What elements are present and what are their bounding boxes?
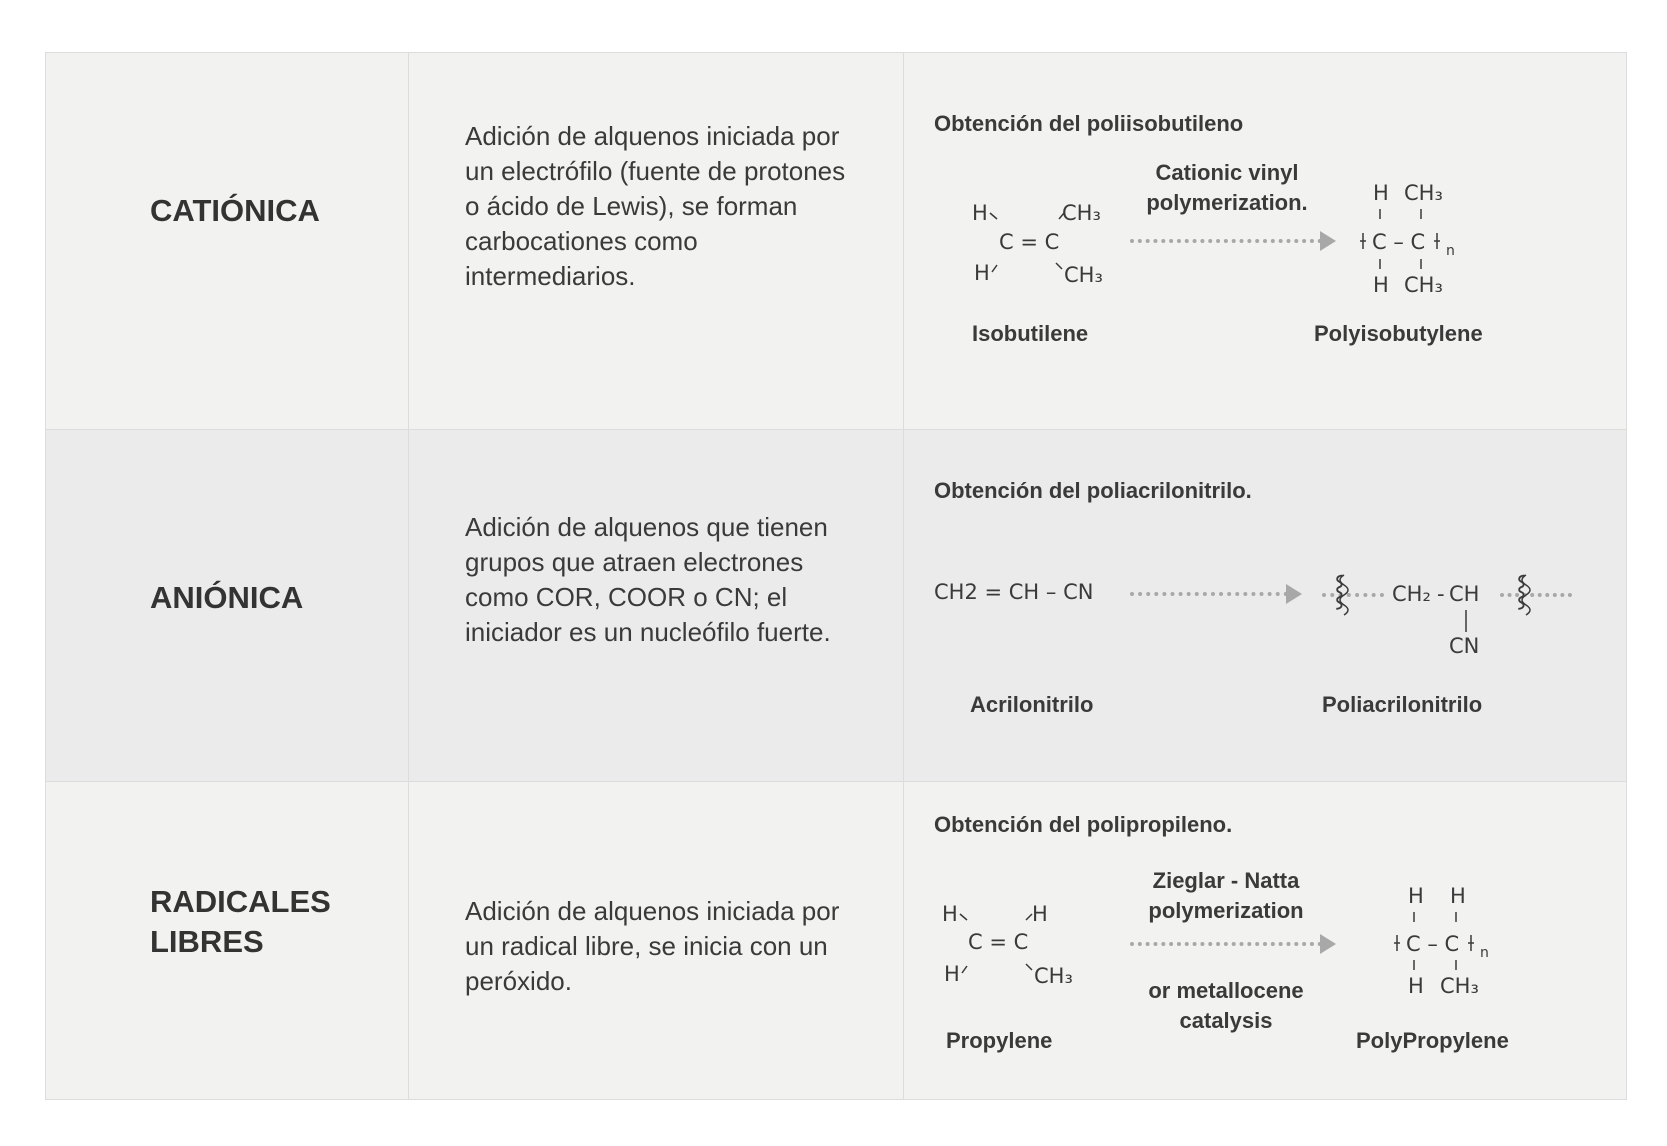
- table-row: [46, 53, 1626, 430]
- product-label: PolyPropylene: [1356, 1028, 1509, 1053]
- reactant-label: Isobutilene: [972, 321, 1089, 346]
- reactant-label: Acrilonitrilo: [970, 692, 1094, 717]
- reaction-condition: Cationic vinyl polymerization.: [1146, 160, 1308, 215]
- column-divider: [903, 53, 904, 1099]
- reactant-label: Propylene: [946, 1028, 1053, 1053]
- type-cationic: CATIÓNICA: [150, 193, 320, 228]
- description-radical: Adición de alquenos iniciada por un radical libre, se inicia con un peróxido.: [465, 896, 840, 996]
- bond-lines: [904, 53, 1626, 430]
- bond-lines: [904, 430, 1626, 782]
- reaction-title: Obtención del poliacrilonitrilo.: [934, 478, 1252, 503]
- reaction-radical: Obtención del polipropileno. H H C = C H CH₃ Propylene Zieglar - Natta polymerization or metallocene catalysis H H C – C H CH₃ n PolyPropylene: [904, 782, 1626, 1099]
- polymerization-table: [45, 52, 1627, 1100]
- reaction-condition-bottom: or metallocene catalysis: [1148, 978, 1304, 1033]
- type-anionic: ANIÓNICA: [150, 580, 304, 615]
- product-label: Poliacrilonitrilo: [1322, 692, 1483, 717]
- reaction-anionic: Obtención del poliacrilonitrilo. CH2 = CH – CN Acrilonitrilo ⸾ CH₂ - CH CN ⸾ Poliacrilonitrilo: [904, 430, 1626, 781]
- description-anionic: Adición de alquenos que tienen grupos que atraen electrones como COR, COOR o CN; el iniciador es un nucleófilo fuerte.: [465, 512, 831, 647]
- bond-lines: [904, 782, 1626, 1099]
- reaction-title: Obtención del polipropileno.: [934, 812, 1233, 837]
- type-radical: RADICALES LIBRES: [150, 884, 331, 959]
- product-label: Polyisobutylene: [1314, 321, 1483, 346]
- reaction-condition-top: Zieglar - Natta polymerization: [1148, 868, 1304, 923]
- reaction-title: Obtención del poliisobutileno: [934, 111, 1244, 136]
- acrylonitrile-formula: CH2 = CH – CN: [934, 580, 1094, 604]
- description-cationic: Adición de alquenos iniciada por un electrófilo (fuente de protones o ácido de Lewis), se forman carbocationes como intermediarios.: [465, 121, 846, 291]
- reaction-cationic: Obtención del poliisobutileno H H C = C CH₃ CH₃ Isobutilene Cationic vinyl polymerization. H CH₃ C – C H CH₃ n Polyisobutylene: [904, 53, 1626, 429]
- column-divider: [408, 53, 409, 1099]
- table-row: [46, 430, 1626, 782]
- table-row: [46, 782, 1626, 1099]
